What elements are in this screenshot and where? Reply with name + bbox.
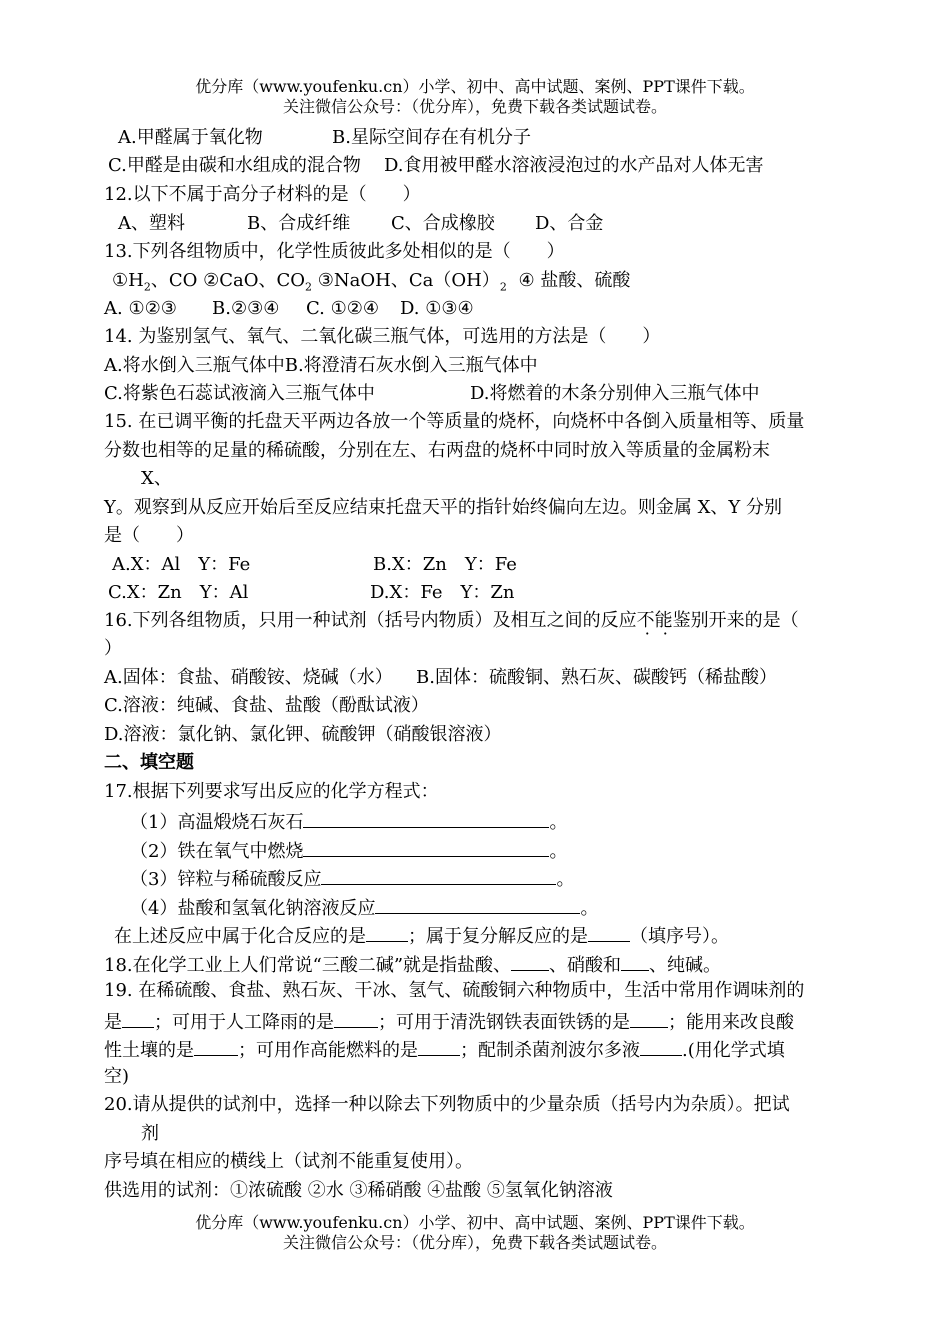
answer-blank[interactable] — [303, 838, 549, 857]
q15-line-4: Y。观察到从反应开始后至反应结束托盘天平的指针始终偏向左边。则金属 X、Y 分别 — [104, 497, 783, 518]
q19-line-2: 是 ；可用于人工降雨的是 ；可用于清洗钢铁表面铁锈的是 ；能用来改良酸 — [104, 1009, 794, 1034]
q13-group-2: ②CaO、$CO_2$ — [203, 270, 313, 294]
q16-stem-end: ） — [104, 638, 122, 659]
q14-option-c: C.将紫色石蕊试液滴入三瓶气体中 — [104, 383, 375, 404]
q15-line-5: 是（ ） — [104, 525, 194, 546]
q18: 18.在化学工业上人们常说“三酸二碱”就是指盐酸、 、硝酸和 、纯碱。 — [104, 952, 721, 977]
answer-blank[interactable] — [122, 1009, 154, 1028]
header-line-2: 关注微信公众号：（优分库），免费下载各类试题试卷。 — [282, 97, 667, 116]
q15-option-d: D.X：Fe Y：Zn — [370, 582, 515, 603]
q15-line-1: 15. 在已调平衡的托盘天平两边各放一个等质量的烧杯，向烧杯中各倒入质量相等、质量 — [104, 411, 805, 432]
q13-groups — [112, 270, 630, 299]
q17-item-3: （3）锌粒与稀硫酸反应 。 — [130, 866, 574, 891]
q13-option-d: D. ①③④ — [400, 298, 474, 319]
q15-option-c: C.X：Zn Y：Al — [108, 582, 249, 603]
q14-option-d: D.将燃着的木条分别伸入三瓶气体中 — [470, 383, 760, 404]
q12-stem: 12.以下不属于高分子材料的是（ ） — [104, 184, 421, 205]
q13-stem: 13.下列各组物质中，化学性质彼此多处相似的是（ ） — [104, 241, 565, 262]
q20-line-3: 序号填在相应的横线上（试剂不能重复使用）。 — [104, 1151, 473, 1172]
q16-emphasis-1: 不 — [636, 610, 655, 631]
answer-blank[interactable] — [621, 952, 649, 971]
answer-blank[interactable] — [334, 1009, 378, 1028]
q13-option-c: C. ①②④ — [306, 298, 379, 319]
answer-blank[interactable] — [194, 1037, 238, 1056]
q12-option-b: B、合成纤维 — [247, 213, 351, 234]
q13-option-b: B.②③④ — [212, 298, 280, 319]
q17-item-1: （1）高温煅烧石灰石 。 — [130, 809, 567, 834]
q16-stem: 16.下列各组物质，只用一种试剂（括号内物质）及相互之间的反应不能鉴别开来的是（ — [104, 610, 799, 631]
q13-group-4: ④ 盐酸、硫酸 — [518, 270, 631, 291]
q13-group-1: $①H_2$、CO — [112, 270, 198, 294]
q16-option-b: B.固体：硫酸铜、熟石灰、碳酸钙（稀盐酸） — [416, 667, 777, 688]
q20-line-1: 20.请从提供的试剂中，选择一种以除去下列物质中的少量杂质（括号内为杂质）。把试 — [104, 1094, 790, 1115]
q13-group-3: ③NaOH、$Ca(OH)_2$ — [317, 270, 507, 294]
q11-option-d: D.食用被甲醛水溶液浸泡过的水产品对人体无害 — [384, 155, 764, 176]
q19-line-1: 19. 在稀硫酸、食盐、熟石灰、干冰、氢气、硫酸铜六种物质中，生活中常用作调味剂的 — [104, 980, 805, 1001]
q19-line-3: 性土壤的是 ；可用作高能燃料的是 ；配制杀菌剂波尔多液 .(用化学式填 — [104, 1037, 785, 1062]
q16-option-a: A.固体：食盐、硝酸铵、烧碱（水） — [104, 667, 393, 688]
answer-blank[interactable] — [640, 1037, 682, 1056]
q12-option-a: A、塑料 — [118, 213, 185, 234]
answer-blank[interactable] — [303, 809, 549, 828]
section-heading: 二、填空题 — [104, 752, 194, 773]
q15-line-3: X、 — [141, 468, 172, 489]
q17-item-2: （2）铁在氧气中燃烧 。 — [130, 838, 567, 863]
q13-option-a: A. ①②③ — [104, 298, 177, 319]
q15-line-2: 分数也相等的足量的稀硫酸，分别在左、右两盘的烧杯中同时放入等质量的金属粉末 — [104, 440, 770, 461]
q15-option-b: B.X：Zn Y：Fe — [373, 554, 517, 575]
q16-option-d: D.溶液：氯化钠、氯化钾、硫酸钾（硝酸银溶液） — [104, 724, 502, 745]
q17-item-4: （4）盐酸和氢氧化钠溶液反应 。 — [130, 895, 598, 920]
answer-blank[interactable] — [418, 1037, 460, 1056]
answer-blank[interactable] — [375, 895, 580, 914]
q11-option-c: C.甲醛是由碳和水组成的混合物 — [108, 155, 361, 176]
q16-option-c: C.溶液：纯碱、食盐、盐酸（酚酞试液） — [104, 695, 429, 716]
header-line-1: 优分库（www.youfenku.cn）小学、初中、高中试题、案例、PPT课件下载。 — [195, 77, 755, 96]
answer-blank[interactable] — [321, 866, 556, 885]
q12-option-d: D、合金 — [535, 213, 604, 234]
q14-stem: 14. 为鉴别氢气、氧气、二氧化碳三瓶气体，可选用的方法是（ ） — [104, 326, 661, 347]
footer-line-1: 优分库（www.youfenku.cn）小学、初中、高中试题、案例、PPT课件下载。 — [195, 1213, 755, 1232]
answer-blank[interactable] — [366, 923, 408, 942]
q20-reagents: 供选用的试剂：①浓硫酸 ②水 ③稀硝酸 ④盐酸 ⑤氢氧化钠溶液 — [104, 1180, 613, 1201]
q11-option-b: B.星际空间存在有机分子 — [332, 127, 531, 148]
q11-option-a: A.甲醛属于氧化物 — [118, 127, 263, 148]
q16-emphasis-2: 能 — [654, 610, 673, 631]
q17-stem: 17.根据下列要求写出反应的化学方程式： — [104, 781, 439, 802]
q12-option-c: C、合成橡胶 — [391, 213, 495, 234]
q20-line-2: 剂 — [141, 1123, 159, 1144]
q19-line-4: 空) — [104, 1066, 130, 1087]
answer-blank[interactable] — [588, 923, 630, 942]
q15-option-a: A.X：Al Y：Fe — [112, 554, 251, 575]
q17-followup: 在上述反应中属于化合反应的是 ；属于复分解反应的是 （填序号）。 — [114, 923, 729, 948]
answer-blank[interactable] — [630, 1009, 668, 1028]
footer-line-2: 关注微信公众号：（优分库），免费下载各类试题试卷。 — [282, 1233, 667, 1252]
answer-blank[interactable] — [511, 952, 549, 971]
q14-option-ab: A.将水倒入三瓶气体中B.将澄清石灰水倒入三瓶气体中 — [104, 355, 538, 376]
